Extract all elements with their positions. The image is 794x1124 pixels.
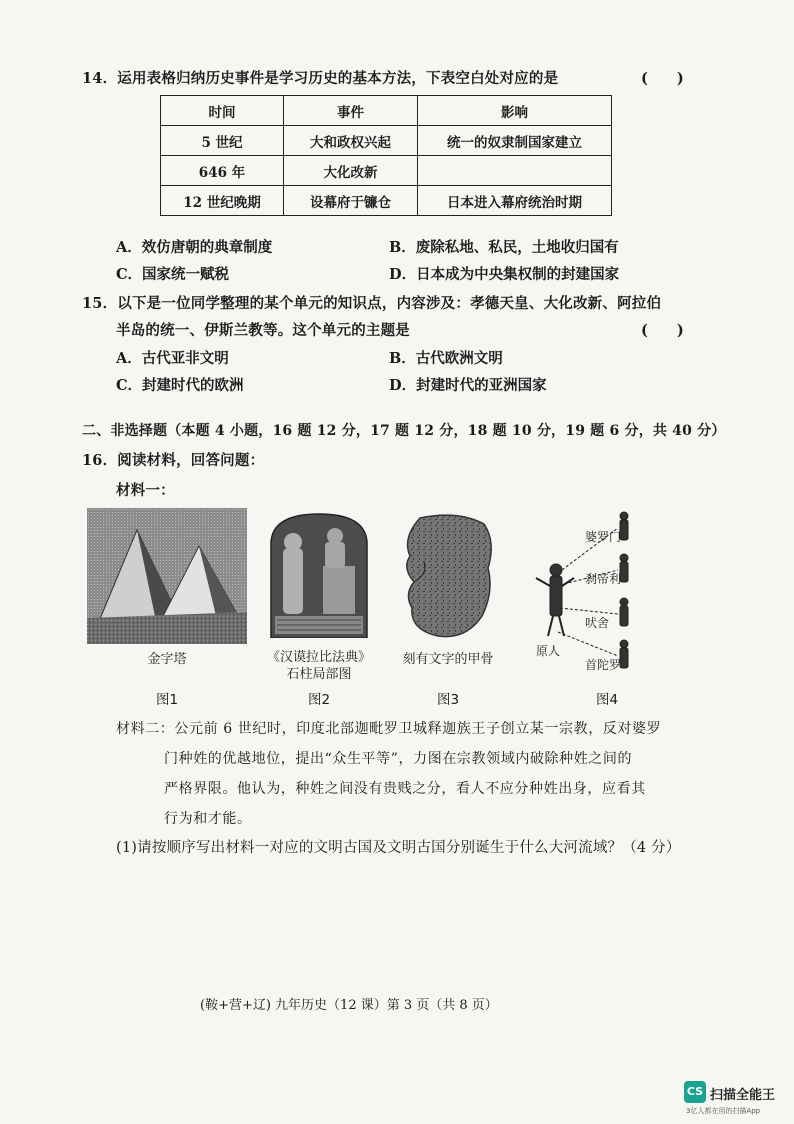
fig4-label: 图4 bbox=[595, 692, 619, 708]
table-header-cell: 时间 bbox=[161, 96, 284, 126]
section2-title: 二、非选择题（本题 4 小题，16 题 12 分，17 题 12 分，18 题 10 分，19 题 6 分，共 40 分） bbox=[82, 423, 726, 439]
q15-stem-line1: 15．以下是一位同学整理的某个单元的知识点，内容涉及：孝德天皇、大化改新、阿拉伯 bbox=[82, 295, 662, 312]
q14-table bbox=[160, 95, 612, 216]
table-cell: 12 世纪晚期 bbox=[161, 186, 284, 216]
hammurabi-stele-photo bbox=[265, 512, 373, 638]
material2-line4: 行为和才能。 bbox=[164, 811, 252, 827]
table-cell: 日本进入幕府统治时期 bbox=[418, 186, 612, 216]
fig2-caption-line1: 《汉谟拉比法典》 bbox=[266, 650, 371, 665]
fig3-caption: 刻有文字的甲骨 bbox=[402, 652, 494, 667]
q15-answer-paren: ( ) bbox=[641, 322, 684, 339]
table-row bbox=[161, 186, 612, 216]
table-cell-blank bbox=[418, 156, 612, 186]
table-cell: 5 世纪 bbox=[161, 126, 284, 156]
table-cell: 大化改新 bbox=[284, 156, 418, 186]
q14-option-c: C．国家统一赋税 bbox=[116, 266, 230, 283]
fig1-caption: 金字塔 bbox=[147, 652, 187, 667]
q16-sub-question-1: (1)请按顺序写出材料一对应的文明古国及文明古国分别诞生于什么大河流域？（4 分） bbox=[116, 840, 681, 856]
camscanner-name: 扫描全能王 bbox=[710, 1088, 776, 1103]
q14-answer-paren: ( ) bbox=[641, 70, 684, 87]
q14-option-d: D．日本成为中央集权制的封建国家 bbox=[389, 266, 620, 283]
q15-option-c: C．封建时代的欧洲 bbox=[116, 377, 244, 394]
varna-label-vaishya: 吠舍 bbox=[585, 616, 610, 630]
table-header-cell: 影响 bbox=[418, 96, 612, 126]
fig2-label: 图2 bbox=[307, 692, 331, 708]
table-cell: 大和政权兴起 bbox=[284, 126, 418, 156]
material1-label: 材料一： bbox=[116, 482, 175, 499]
table-row bbox=[161, 156, 612, 186]
material2-line1: 材料二：公元前 6 世纪时，印度北部迦毗罗卫城释迦族王子创立某一宗教，反对婆罗 bbox=[116, 721, 662, 737]
table-row bbox=[161, 126, 612, 156]
fig3-label: 图3 bbox=[436, 692, 460, 708]
varna-label-kshatriya: 刹帝利 bbox=[585, 572, 622, 586]
table-cell: 统一的奴隶制国家建立 bbox=[418, 126, 612, 156]
q14-option-a: A．效仿唐朝的典章制度 bbox=[116, 239, 273, 256]
q14-option-b: B．废除私地、私民，土地收归国有 bbox=[389, 239, 619, 256]
q14-stem: 14．运用表格归纳历史事件是学习历史的基本方法，下表空白处对应的是 bbox=[82, 70, 559, 87]
material2-line2: 门种姓的优越地位，提出“众生平等”，力图在宗教领域内破除种姓之间的 bbox=[164, 751, 633, 767]
table-header-cell: 事件 bbox=[284, 96, 418, 126]
oracle-bone-photo bbox=[398, 512, 498, 642]
q15-option-b: B．古代欧洲文明 bbox=[389, 350, 503, 367]
page-footer: (鞍+营+辽) 九年历史（12 课）第 3 页（共 8 页） bbox=[200, 998, 498, 1013]
q15-option-d: D．封建时代的亚洲国家 bbox=[389, 377, 547, 394]
material2-line3: 严格界限。他认为，种姓之间没有贵贱之分，看人不应分种姓出身，应看其 bbox=[164, 781, 646, 797]
camscanner-logo-icon: CS bbox=[684, 1081, 706, 1103]
table-cell: 设幕府于镰仓 bbox=[284, 186, 418, 216]
fig2-caption-line2: 石柱局部图 bbox=[286, 667, 352, 682]
fig1-label: 图1 bbox=[155, 692, 179, 708]
varna-label-origin: 原人 bbox=[536, 644, 561, 658]
pyramid-photo bbox=[87, 508, 247, 644]
varna-label-brahmin: 婆罗门 bbox=[585, 530, 622, 544]
table-cell: 646 年 bbox=[161, 156, 284, 186]
q15-option-a: A．古代亚非文明 bbox=[116, 350, 229, 367]
q15-stem-line2: 半岛的统一、伊斯兰教等。这个单元的主题是 bbox=[116, 322, 410, 339]
camscanner-tagline: 3亿人都在用的扫描App bbox=[686, 1107, 761, 1115]
varna-label-shudra: 首陀罗 bbox=[585, 658, 622, 672]
q16-stem: 16．阅读材料，回答问题： bbox=[82, 452, 265, 469]
table-header-row bbox=[161, 96, 612, 126]
